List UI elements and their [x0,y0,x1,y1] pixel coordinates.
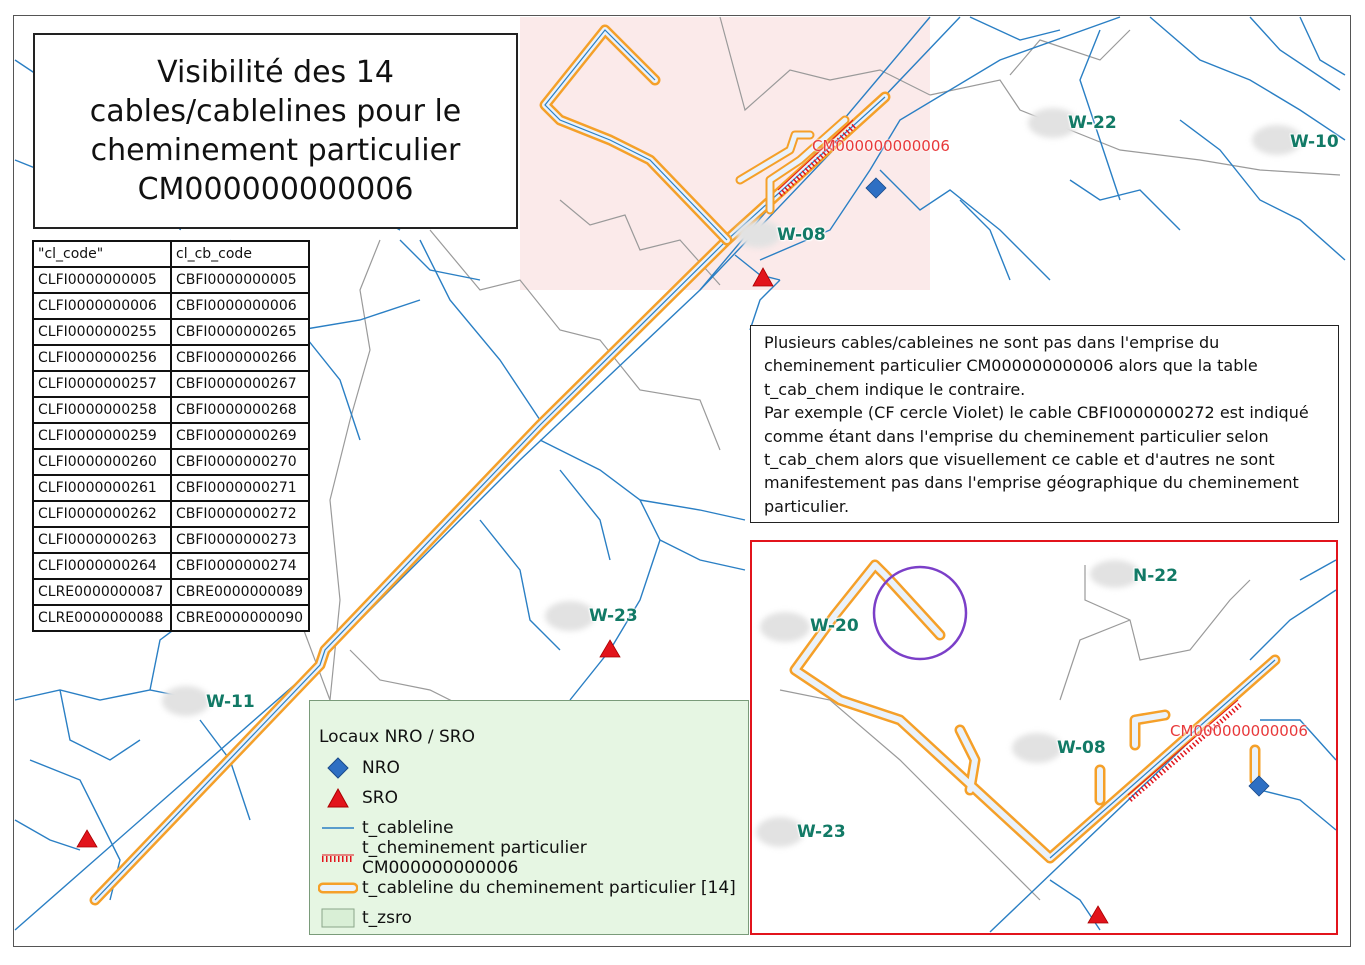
title-line-2: cables/cablelines pour le [89,94,462,129]
table-row [33,527,309,553]
table-row [33,397,309,423]
inset-zone-label-w23: W-23 [797,822,846,842]
legend-label: NRO [362,758,400,778]
table-cell: CLFI0000000261 [33,475,171,501]
table-row [33,371,309,397]
table-cell: CLFI0000000264 [33,553,171,579]
cheminement-label: CM000000000006 [812,137,950,155]
note-paragraph-1: Plusieurs cables/cableines ne sont pas dans l'emprise du cheminement particulier CM000000000006 alors que la table t_cab_chem indique le contraire. [764,333,1258,399]
table-cell: CBFI0000000266 [171,345,309,371]
inset-zone-label-w20: W-20 [810,616,859,636]
zone-label-w10: W-10 [1290,132,1339,152]
legend-item-zsro [318,905,412,931]
table-cell: CLRE0000000088 [33,605,171,631]
inset-cheminement-label: CM000000000006 [1170,722,1308,740]
legend-label: t_cableline [362,818,454,838]
table-row [33,267,309,293]
cable-codes-table [32,240,310,632]
table-cell: CBFI0000000265 [171,319,309,345]
table-row [33,605,309,631]
table-row [33,423,309,449]
legend-title: Locaux NRO / SRO [319,727,476,747]
table-cell: CBRE0000000089 [171,579,309,605]
sro-triangle-icon [318,785,358,811]
legend-item-sro [318,785,398,811]
table-cell: CLFI0000000005 [33,267,171,293]
table-row [33,553,309,579]
label-shadow [545,601,595,631]
table-cell: CBFI0000000271 [171,475,309,501]
table-cell: CLFI0000000258 [33,397,171,423]
table-cell: CBFI0000000273 [171,527,309,553]
legend-label: SRO [362,788,398,808]
table-cell: CBFI0000000274 [171,553,309,579]
title-line-4: CM000000000006 [137,172,414,207]
table-row [33,579,309,605]
map-legend [309,700,749,935]
table-cell: CLFI0000000263 [33,527,171,553]
note-paragraph-2: Par exemple (CF cercle Violet) le cable CBFI0000000272 est indiqué comme étant dans l'emprise du cheminement particulier selon t_cab_chem alors que visuellement ce cable et d'autres ne sont manifestement pas dans l'emprise géographique du cheminement particulier. [764,403,1309,516]
table-header-row [33,241,309,267]
zone-label-w23: W-23 [589,606,638,626]
red-hatched-line-icon [318,845,358,871]
legend-item-nro [318,755,400,781]
zone-label-w08: W-08 [777,225,826,245]
nro-diamond-icon [318,755,358,781]
inset-zone-label-w08: W-08 [1057,738,1106,758]
title-line-3: cheminement particulier [90,133,461,168]
table-cell: CLFI0000000257 [33,371,171,397]
label-shadow [736,220,781,248]
table-row [33,449,309,475]
table-cell: CBFI0000000005 [171,267,309,293]
title-line-1: Visibilité des 14 [157,55,394,90]
legend-item-chem-cableline [318,875,736,901]
table-row [33,319,309,345]
table-row [33,345,309,371]
zone-label-w22: W-22 [1068,113,1117,133]
table-header-cl-cb-code: cl_cb_code [171,241,309,267]
inset-zone-label-n22: N-22 [1133,566,1178,586]
table-cell: CBFI0000000267 [171,371,309,397]
table-cell: CBFI0000000269 [171,423,309,449]
legend-label: t_zsro [362,908,412,928]
map-title [33,33,518,229]
table-cell: CBFI0000000270 [171,449,309,475]
legend-label: t_cheminement particulier CM000000000006 [361,838,587,878]
table-cell: CBFI0000000006 [171,293,309,319]
orange-outline-line-icon [318,875,358,901]
blue-line-icon [318,815,358,841]
table-cell: CBRE0000000090 [171,605,309,631]
table-cell: CBFI0000000272 [171,501,309,527]
table-cell: CLRE0000000087 [33,579,171,605]
table-cell: CLFI0000000006 [33,293,171,319]
table-cell: CLFI0000000259 [33,423,171,449]
label-shadow [162,686,210,716]
table-cell: CBFI0000000268 [171,397,309,423]
table-cell: CLFI0000000255 [33,319,171,345]
legend-item-cheminement [318,838,748,878]
zone-label-w11: W-11 [206,692,255,712]
table-row [33,501,309,527]
table-cell: CLFI0000000256 [33,345,171,371]
table-row [33,293,309,319]
legend-label: t_cableline du cheminement particulier [14] [362,878,736,898]
table-cell: CLFI0000000262 [33,501,171,527]
table-header-cl-code: "cl_code" [33,241,171,267]
explanation-note [750,325,1339,523]
green-square-icon [318,905,358,931]
table-row [33,475,309,501]
table-cell: CLFI0000000260 [33,449,171,475]
